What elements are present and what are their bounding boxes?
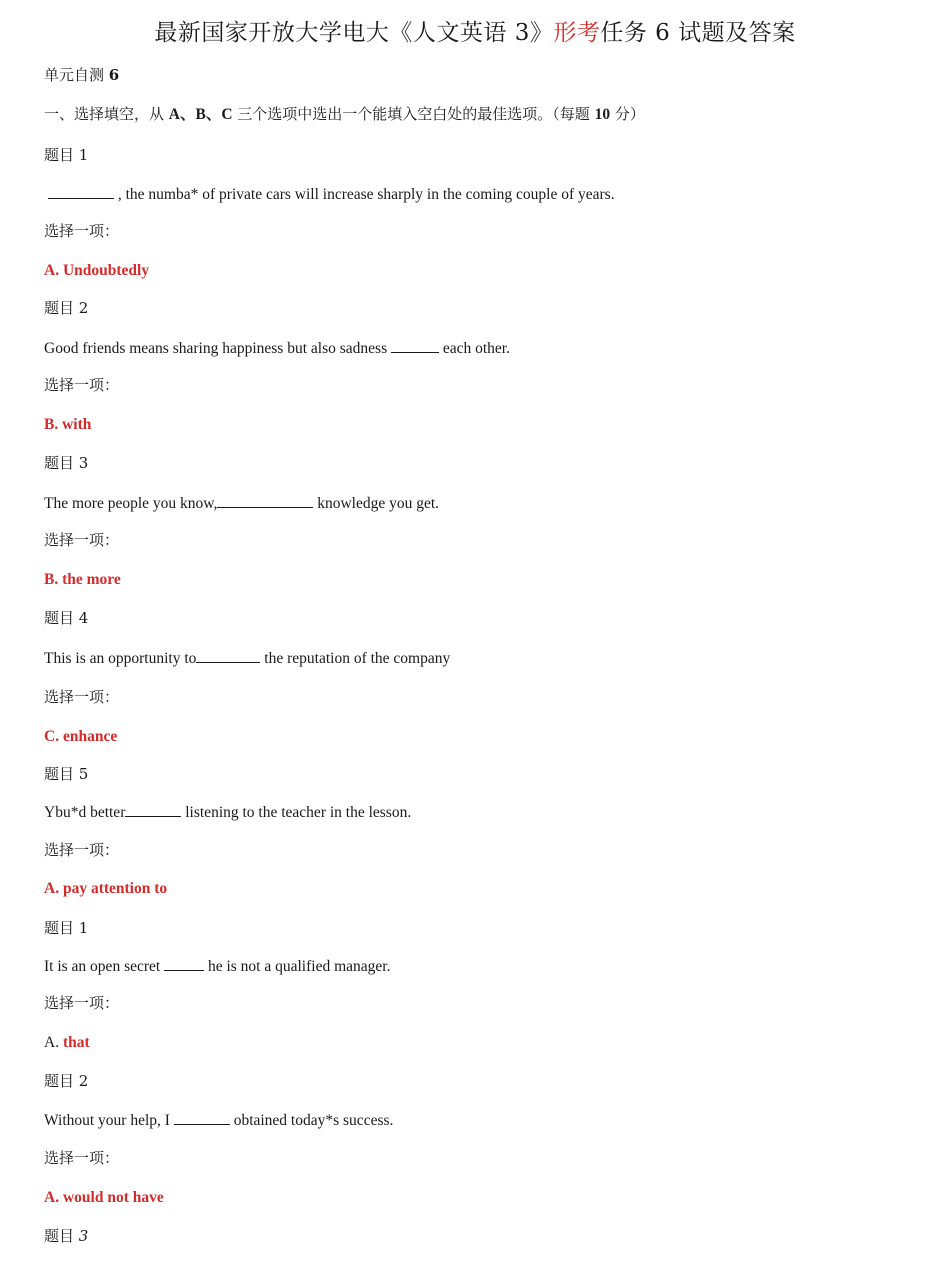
answer-letter: A. [44,1189,60,1206]
instruction-part-1: 一、选择填空，从 [44,105,169,123]
question-text-post: listening to the teacher in the lesson. [181,804,412,821]
choose-one-label: 选择一项： [44,841,120,859]
question-heading: 题目 2 [44,299,89,317]
answer-option [44,415,91,435]
question-heading: 题目 2 [44,1072,89,1090]
title-part-2: 形考 [553,20,601,46]
question-heading: 题目 1 [44,919,89,937]
question-text [44,956,390,977]
question-heading [44,1226,88,1246]
question-text [44,338,510,359]
page-title [0,14,950,47]
answer-blank [196,648,260,663]
question-text-pre: Without your help, I [44,1112,174,1129]
choose-one-label: 选择一项： [44,1149,120,1167]
choose-one-label: 选择一项： [44,531,120,549]
title-part-1: 最新国家开放大学电大《人文英语 3》 [154,20,554,46]
question-heading: 题目 4 [44,609,89,627]
answer-text: the more [62,571,121,588]
answer-blank [48,184,114,199]
question-heading: 题目 1 [44,146,89,164]
answer-blank [174,1110,230,1125]
answer-blank [164,956,204,971]
title-part-3: 任务 6 试题及答案 [600,20,796,46]
answer-letter: B. [44,416,59,433]
question-text-pre: It is an open secret [44,958,165,975]
answer-text: Undoubtedly [62,262,150,279]
answer-option [44,261,149,281]
instruction-text [44,104,645,125]
answer-blank [125,802,181,817]
answer-text: would not have [62,1189,164,1206]
choose-one-label: 选择一项： [44,376,120,394]
answer-letter: B. [44,571,59,588]
question-text-post: knowledge you get. [313,495,440,512]
question-text [44,184,615,205]
answer-blank [217,493,313,508]
question-heading-number: 3 [78,1227,89,1245]
answer-letter: A. [44,262,60,279]
question-text-post: the reputation of the company [260,650,451,667]
question-text [44,802,411,823]
question-text-post: each other. [438,340,510,357]
choose-one-label: 选择一项： [44,994,120,1012]
question-heading: 题目 3 [44,454,89,472]
answer-text: enhance [62,728,118,745]
question-heading-label: 题目 [44,1227,75,1245]
question-text-post: , the numba* of private cars will increase sharply in the coming couple of years. [114,186,615,203]
question-text-pre: Good friends means sharing happiness but also sadness [44,340,391,357]
choose-one-label: 选择一项： [44,222,120,240]
question-heading: 题目 5 [44,765,89,783]
answer-option [44,727,117,747]
answer-option [44,879,167,899]
answer-option [44,1033,90,1053]
answer-letter: C. [44,728,60,745]
question-text-post: he is not a qualified manager. [204,958,391,975]
answer-option [44,570,121,590]
answer-text: that [62,1034,90,1051]
question-text [44,648,450,669]
unit-number: 6 [108,66,120,84]
question-text-pre: The more people you know, [44,495,218,512]
question-text-pre: Ybu*d better [44,804,126,821]
instruction-options: A、B、C [168,106,233,123]
question-text-pre: This is an opportunity to [44,650,197,667]
question-text-post: obtained today*s success. [229,1112,394,1129]
unit-label: 单元自测 [44,66,105,84]
question-text [44,1110,393,1131]
unit-heading [44,65,119,85]
answer-blank [391,338,439,353]
instruction-part-2: 三个选项中选出一个能填入空白处的最佳选项。（每题 [232,105,595,123]
answer-letter: A. [44,1034,60,1051]
answer-letter: A. [44,880,60,897]
answer-text: with [62,416,92,433]
answer-option [44,1188,164,1208]
instruction-score: 10 [594,106,611,123]
choose-one-label: 选择一项： [44,688,120,706]
question-text [44,493,439,514]
answer-text: pay attention to [62,880,168,897]
instruction-part-3: 分） [610,105,645,123]
